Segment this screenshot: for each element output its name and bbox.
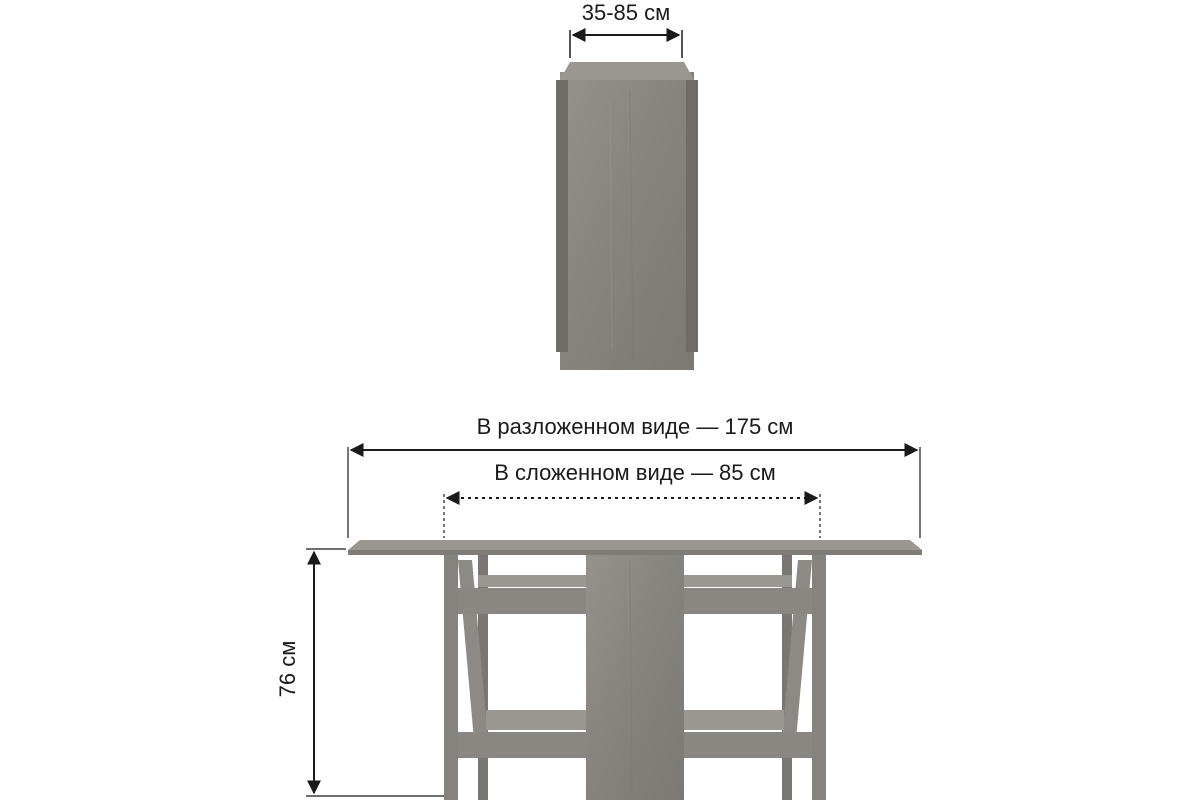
height-label: 76 см <box>275 640 300 698</box>
right-lower-rail-back <box>684 710 784 730</box>
right-upper-rail-back <box>684 575 792 587</box>
right-upper-rail <box>684 588 812 614</box>
table-top-edge <box>348 550 922 555</box>
depth-label: 35-85 см <box>581 0 671 25</box>
right-leg-outer-post <box>812 553 826 800</box>
unfolded-width-label: В разложенном виде — 175 см <box>476 414 794 439</box>
folded-table-body <box>560 72 694 370</box>
table-top <box>348 540 922 550</box>
left-upper-rail <box>458 588 586 614</box>
left-lower-rail <box>458 732 586 758</box>
folded-leaf-left <box>556 80 568 352</box>
left-lower-rail-back <box>486 710 586 730</box>
folded-leaf-right <box>686 80 698 352</box>
folded-width-dimension <box>444 494 820 538</box>
height-dimension <box>306 549 444 796</box>
depth-dimension <box>570 30 682 58</box>
folded-width-label: В сложенном виде — 85 см <box>494 460 776 485</box>
left-leg-outer-post <box>444 553 458 800</box>
left-upper-rail-back <box>478 575 586 587</box>
unfolded-table-view <box>348 540 922 800</box>
right-lower-rail <box>684 732 812 758</box>
central-pedestal <box>586 553 684 800</box>
folded-table-top <box>560 62 694 80</box>
folded-table-view <box>556 62 698 370</box>
